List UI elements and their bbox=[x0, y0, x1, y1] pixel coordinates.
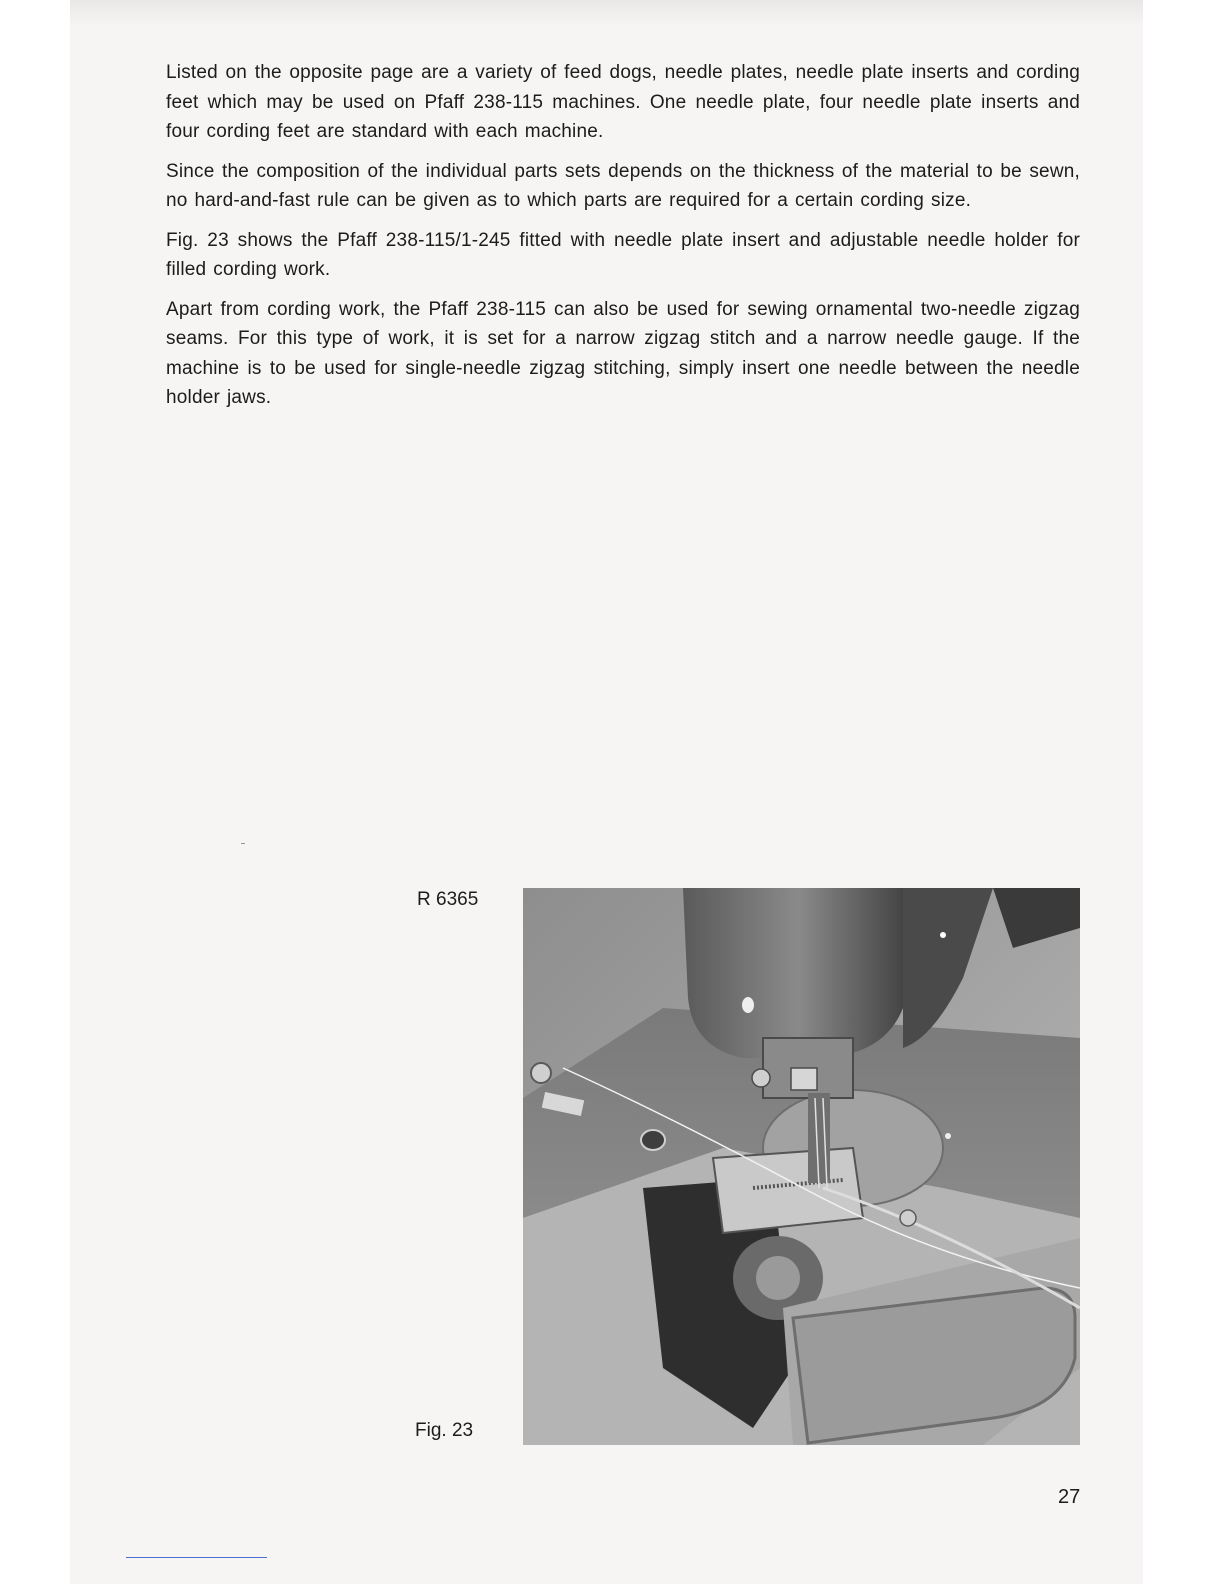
page-top-shade bbox=[70, 0, 1143, 26]
paragraph-3: Fig. 23 shows the Pfaff 238-115/1-245 fitted with needle plate insert and adjustable needle holder for filled cording work. bbox=[166, 229, 1080, 280]
sewing-machine-photo-icon bbox=[523, 888, 1080, 1445]
paragraph-4: Apart from cording work, the Pfaff 238-115 can also be used for sewing ornamental two-needle zigzag seams. For this type of work, it is set for a narrow zigzag stitch and a narrow needle gauge. If the machine is to be used for single-needle zigzag stitching, simply insert one needle between the needle holder jaws. bbox=[166, 298, 1080, 408]
stray-mark bbox=[241, 843, 245, 844]
footer-rule bbox=[126, 1557, 267, 1558]
page-number: 27 bbox=[1058, 1486, 1081, 1508]
paragraph-2: Since the composition of the individual parts sets depends on the thickness of the material to be sewn, no hard-and-fast rule can be given as to which parts are required for a certain cording size. bbox=[166, 160, 1080, 211]
figure-caption: Fig. 23 bbox=[415, 1420, 474, 1441]
figure-code: R 6365 bbox=[417, 889, 479, 910]
figure-photo bbox=[523, 888, 1080, 1445]
paragraph-1: Listed on the opposite page are a variety of feed dogs, needle plates, needle plate inserts and cording feet which may be used on Pfaff 238-115 machines. One needle plate, four needle plate inserts and four cording feet are standard with each machine. bbox=[166, 62, 1080, 142]
body-text bbox=[166, 58, 1080, 423]
